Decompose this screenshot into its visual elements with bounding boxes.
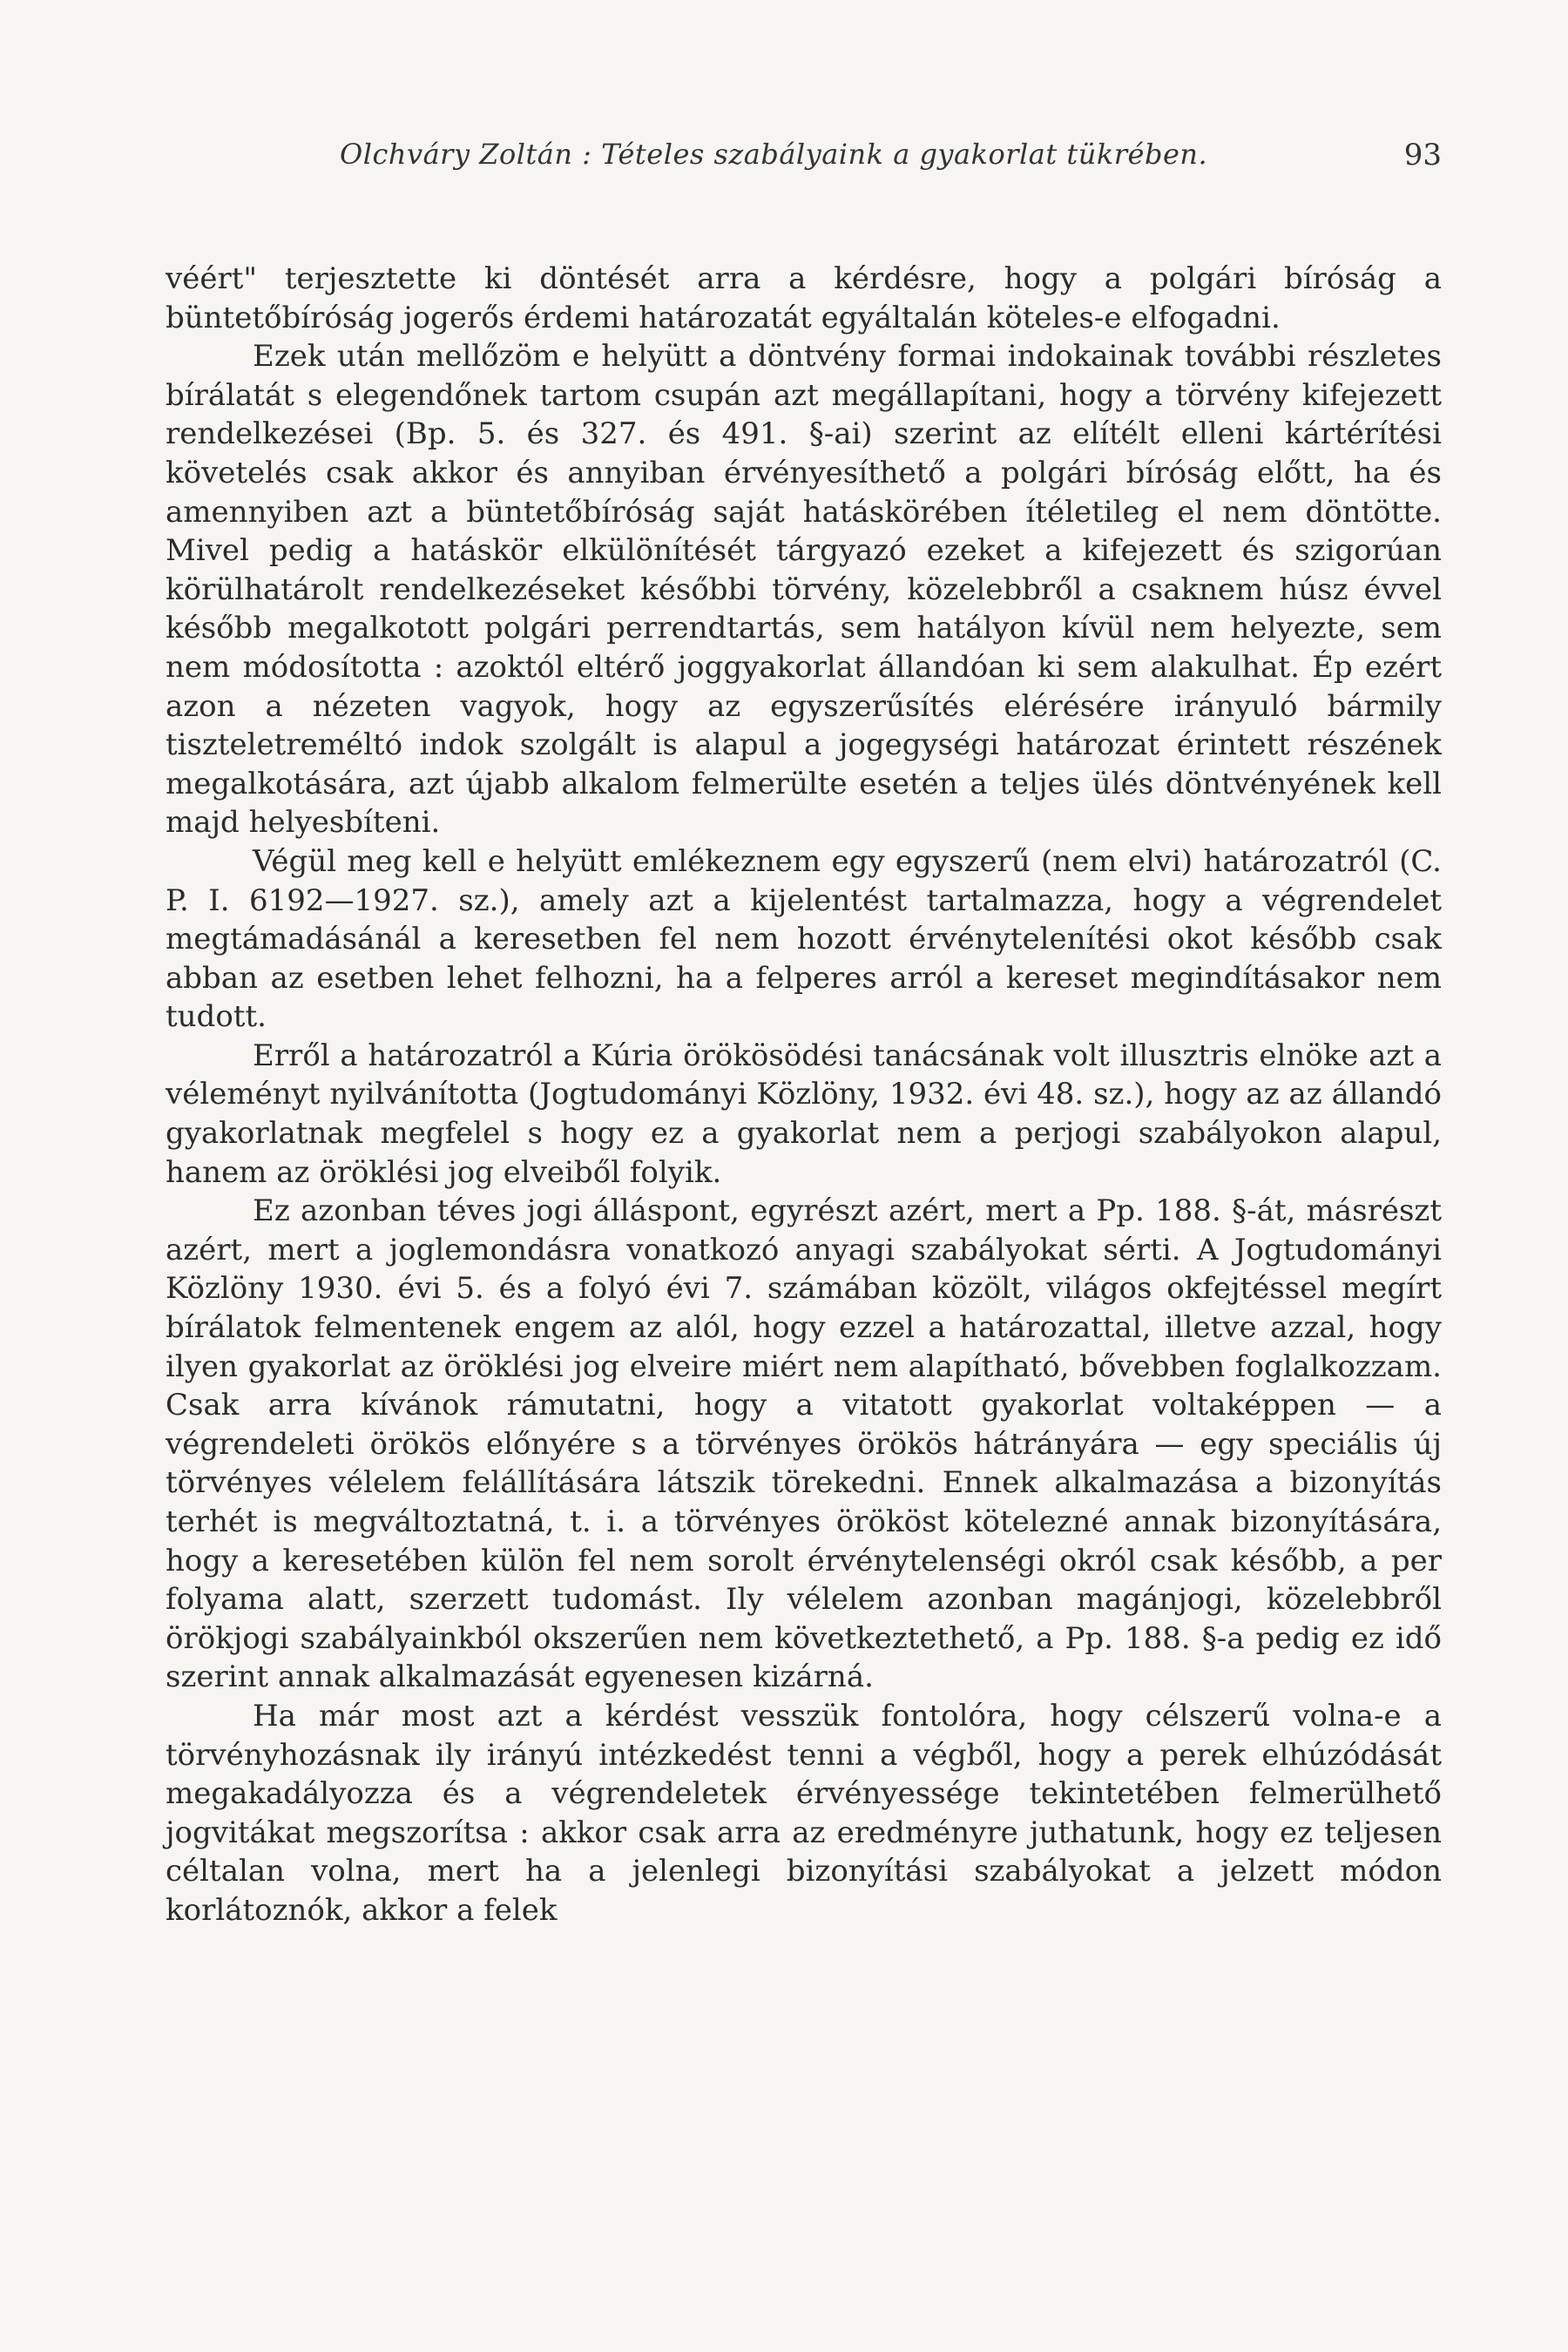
page-number: 93: [1403, 138, 1442, 172]
body-text: [166, 260, 1442, 1930]
paragraph: Ezek után mellőzöm e helyütt a döntvény formai indokainak további részletes bírálatát s elegendőnek tartom csupán azt megállapítani, hogy a törvény kifejezett rendelkezései (Bp. 5. és 327. és 491. §-ai) szerint az elítélt elleni kártérítési követelés csak akkor és annyiban érvényesíthető a polgári bíróság előtt, ha és amennyiben azt a büntetőbíróság saját hatáskörében ítéletileg el nem döntötte. Mivel pedig a hatáskör elkülönítését tárgyazó ezeket a kifejezett és szigorúan körülhatárolt rendelkezéseket későbbi törvény, közelebbről a csaknem húsz évvel később megalkotott polgári perrendtartás, sem hatályon kívül nem helyezte, sem nem módosította : azoktól eltérő joggyakorlat állandóan ki sem alakulhat. Ép ezért azon a nézeten vagyok, hogy az egyszerűsítés elérésére irányuló bármily tiszteletreméltó indok szolgált is alapul a jogegységi határozat érintett részének megalkotására, azt újabb alkalom felmerülte esetén a teljes ülés döntvényének kell majd helyesbíteni.: [166, 339, 1442, 841]
paragraph: Ez azonban téves jogi álláspont, egyrészt azért, mert a Pp. 188. §-át, másrészt azért, mert a joglemondásra vonatkozó anyagi szabályokat sérti. A Jogtudományi Közlöny 1930. évi 5. és a folyó évi 7. számában közölt, világos okfejtéssel megírt bírálatok felmentenek engem az alól, hogy ezzel a határozattal, illetve azzal, hogy ilyen gyakorlat az öröklési jog elveire miért nem alapítható, bővebben foglalkozzam. Csak arra kívánok rámutatni, hogy a vitatott gyakorlat voltaképpen — a végrendeleti örökös előnyére s a törvényes örökös hátrányára — egy speciális új törvényes vélelem felállítására látszik törekedni. Ennek alkalmazása a bizonyítás terhét is megváltoztatná, t. i. a törvényes örököst kötelezné annak bizonyítására, hogy a keresetében külön fel nem sorolt érvénytelenségi okról csak később, a per folyama alatt, szerzett tudomást. Ily vélelem azonban magánjogi, közelebbről örökjogi szabályainkból okszerűen nem következtethető, a Pp. 188. §-a pedig ez idő szerint annak alkalmazását egyenesen kizárná.: [166, 1193, 1442, 1695]
paragraph: Ha már most azt a kérdést vesszük fontolóra, hogy célszerű volna-e a törvényhozásnak ily irányú intézkedést tenni a végből, hogy a perek elhúzódását megakadályozza és a végrendeletek érvényessége tekintetében felmerülhető jogvitákat megszorítsa : akkor csak arra az eredményre juthatunk, hogy ez teljesen céltalan volna, mert ha a jelenlegi bizonyítási szabályokat a jelzett módon korlátoznók, akkor a felek: [166, 1698, 1442, 1928]
page-header: [166, 131, 1442, 183]
paragraph: Végül meg kell e helyütt emlékeznem egy egyszerű (nem elvi) határozatról (C. P. I. 6192—1927. sz.), amely azt a kijelentést tartalmazza, hogy a végrendelet megtámadásánál a keresetben fel nem hozott érvénytelenítési okot később csak abban az esetben lehet felhozni, ha a felperes arról a kereset megindításakor nem tudott.: [166, 843, 1442, 1035]
running-title: Olchváry Zoltán : Tételes szabályaink a gyakorlat tükrében.: [340, 138, 1208, 171]
paragraph: Erről a határozatról a Kúria örökösödési tanácsának volt illusztris elnöke azt a véleményt nyilvánította (Jogtudományi Közlöny, 1932. évi 48. sz.), hogy az az állandó gyakorlatnak megfelel s hogy ez a gyakorlat nem a perjogi szabályokon alapul, hanem az öröklési jog elveiből folyik.: [166, 1037, 1442, 1190]
paragraph-continuation: véért" terjesztette ki döntését arra a kérdésre, hogy a polgári bíróság a büntetőbíróság jogerős érdemi határozatát egyáltalán köteles-e elfogadni.: [166, 261, 1442, 335]
